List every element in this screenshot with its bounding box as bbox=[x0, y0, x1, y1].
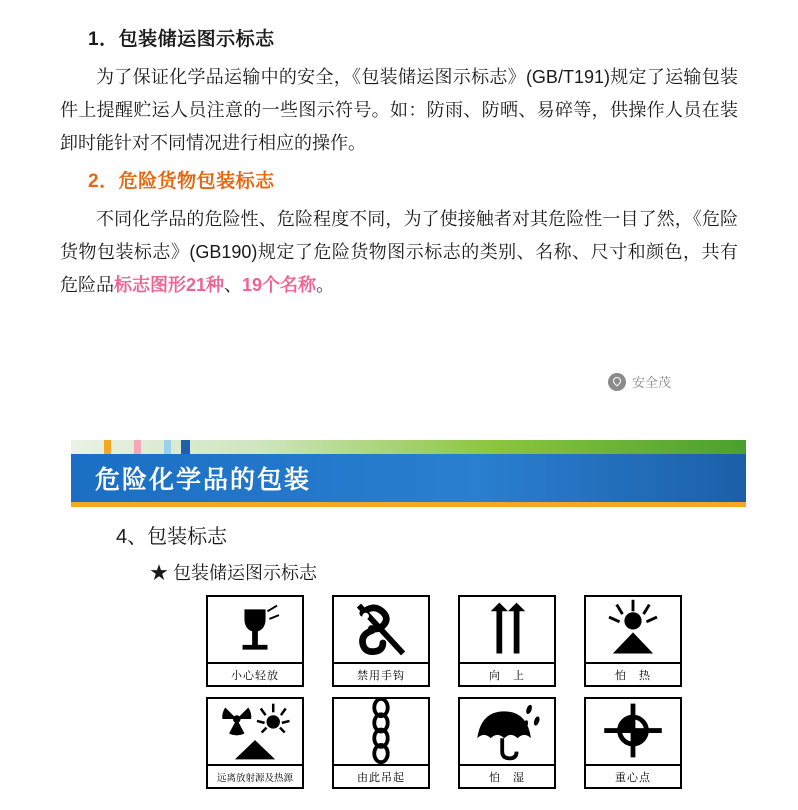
slide-image bbox=[38, 440, 760, 810]
wechat-logo-icon bbox=[608, 373, 626, 391]
this-side-up-icon bbox=[460, 597, 554, 662]
section-2-heading: 2．危险货物包装标志 bbox=[88, 171, 275, 192]
symbol-label: 由此吊起 bbox=[334, 764, 428, 787]
symbol-label: 向 上 bbox=[460, 662, 554, 685]
highlight-name-count: 19个名称 bbox=[242, 275, 317, 295]
symbol-card bbox=[206, 595, 304, 687]
keep-away-from-heat-icon bbox=[586, 597, 680, 662]
section-1-heading: 1．包装储运图示标志 bbox=[88, 29, 275, 50]
symbol-card bbox=[458, 595, 556, 687]
symbol-card bbox=[584, 595, 682, 687]
symbol-card bbox=[332, 595, 430, 687]
watermark-label: 安全茂 bbox=[632, 375, 672, 390]
symbol-card bbox=[332, 697, 430, 789]
symbol-card bbox=[206, 697, 304, 789]
highlight-shape-count: 标志图形21种 bbox=[114, 275, 225, 295]
slide-title: 危险化学品的包装 bbox=[95, 466, 312, 494]
section-2-text-after: 。 bbox=[316, 275, 335, 295]
center-of-gravity-icon bbox=[586, 699, 680, 764]
symbol-label: 远离放射源及热源 bbox=[208, 764, 302, 787]
symbol-label: 怕 热 bbox=[586, 662, 680, 685]
color-tick-blue bbox=[181, 440, 190, 454]
slide-content bbox=[38, 502, 760, 789]
color-tick-orange bbox=[104, 440, 111, 454]
watermark bbox=[608, 372, 671, 391]
keep-away-from-radioactive-icon bbox=[208, 699, 302, 764]
article-body bbox=[0, 0, 798, 306]
slide-title-bar bbox=[71, 454, 746, 502]
symbol-label: 小心轻放 bbox=[208, 662, 302, 685]
section-2-separator: 、 bbox=[224, 275, 243, 295]
symbol-card bbox=[584, 697, 682, 789]
color-tick-pink bbox=[134, 440, 141, 454]
color-tick-lightblue bbox=[164, 440, 171, 454]
packaging-symbol-grid bbox=[206, 595, 760, 789]
section-2-text-before: 不同化学品的危险性、危险程度不同，为了使接触者对其危险性一目了然，《危险货物包装标志》(GB190)规定了危险货物图示标志的类别、名称、尺寸和颜色，共有危险品 bbox=[60, 209, 738, 295]
symbol-label: 禁用手钩 bbox=[334, 662, 428, 685]
slide-top-color-bar bbox=[71, 440, 746, 454]
section-2-paragraph bbox=[60, 203, 738, 302]
symbol-label: 重心点 bbox=[586, 764, 680, 787]
symbol-label: 怕 湿 bbox=[460, 764, 554, 787]
slide-subtitle: 4、包装标志 bbox=[116, 526, 228, 548]
symbol-card bbox=[458, 697, 556, 789]
no-hooks-icon bbox=[334, 597, 428, 662]
sling-here-icon bbox=[334, 699, 428, 764]
fragile-glass-icon bbox=[208, 597, 302, 662]
section-1-paragraph: 为了保证化学品运输中的安全，《包装储运图示标志》(GB/T191)规定了运输包装件上提醒贮运人员注意的一些图示符号。如：防雨、防晒、易碎等，供操作人员在装卸时能针对不同情况进行相应的操作。 bbox=[60, 67, 738, 153]
slide-section-title: ★ 包装储运图示标志 bbox=[150, 563, 318, 583]
keep-dry-umbrella-icon bbox=[460, 699, 554, 764]
